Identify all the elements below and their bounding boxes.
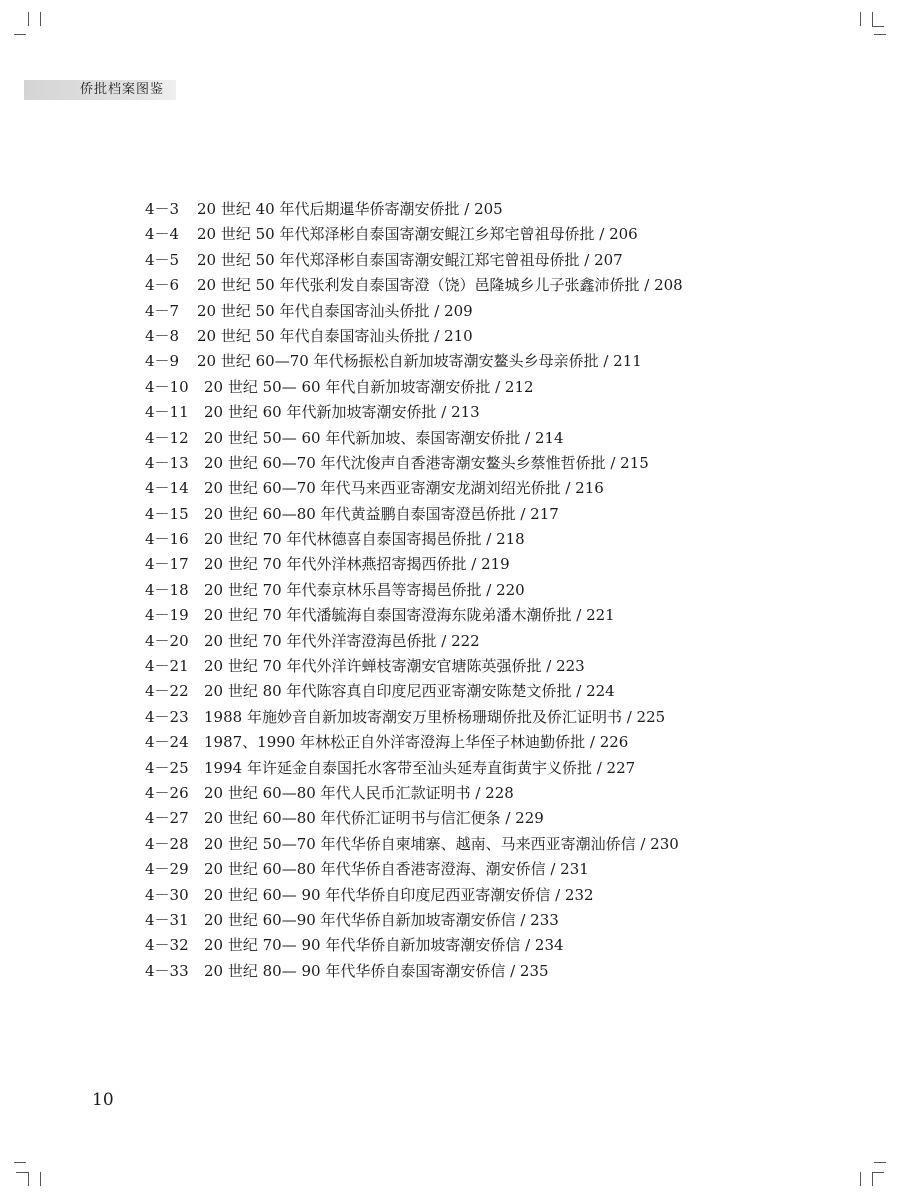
toc-entry-number: 4－19 [145, 606, 189, 625]
toc-entry-title: 1987、1990 年林松正自外洋寄澄海上华侄子林迪勤侨批 / 226 [204, 733, 629, 752]
toc-entry[interactable] [145, 883, 785, 908]
toc-entry[interactable] [145, 578, 785, 603]
toc-entry-number: 4－23 [145, 707, 189, 726]
toc-entry-number: 4－17 [145, 555, 189, 574]
toc-entry-title: 20 世纪 50 年代张利发自泰国寄澄（饶）邑隆城乡儿子张鑫沛侨批 / 208 [197, 276, 683, 295]
crop-mark-br-v2 [872, 1172, 873, 1186]
toc-entry[interactable] [145, 502, 785, 527]
toc-entry-number: 4－3 [145, 200, 180, 218]
toc-entry-title: 20 世纪 60—80 年代人民币汇款证明书 / 228 [204, 783, 514, 802]
toc-entry-title: 20 世纪 70— 90 年代华侨自新加坡寄潮安侨信 / 234 [204, 936, 564, 955]
toc-entry-number: 4－18 [145, 580, 189, 599]
toc-entry-title: 20 世纪 70 年代外洋林燕招寄揭西侨批 / 219 [204, 555, 510, 574]
toc-entry[interactable] [145, 552, 785, 577]
toc-entry[interactable] [145, 375, 785, 400]
toc-entry[interactable] [145, 476, 785, 501]
toc-entry-title: 1988 年施妙音自新加坡寄潮安万里桥杨珊瑚侨批及侨汇证明书 / 225 [204, 707, 666, 726]
toc-entry[interactable] [145, 324, 785, 349]
toc-entry-title: 20 世纪 60— 90 年代华侨自印度尼西亚寄潮安侨信 / 232 [204, 885, 594, 904]
crop-mark-br-h2 [872, 1172, 884, 1173]
toc-entry-title: 20 世纪 70 年代泰京林乐昌等寄揭邑侨批 / 220 [204, 580, 525, 599]
crop-mark-bl-h2 [16, 1172, 28, 1173]
toc-entry-number: 4－12 [145, 428, 189, 447]
toc-entry[interactable] [145, 908, 785, 933]
toc-entry-title: 20 世纪 80— 90 年代华侨自泰国寄潮安侨信 / 235 [204, 961, 549, 980]
toc-entry-number: 4－9 [145, 352, 180, 371]
toc-entry-title: 1994 年许延金自泰国托水客带至汕头延寿直街黄宇义侨批 / 227 [204, 758, 636, 777]
toc-entry[interactable] [145, 629, 785, 654]
toc-entry-number: 4－26 [145, 783, 189, 802]
toc-entry[interactable] [145, 781, 785, 806]
toc-entry-number: 4－27 [145, 809, 189, 828]
toc-entry-title: 20 世纪 50— 60 年代新加坡、泰国寄潮安侨批 / 214 [204, 428, 564, 447]
toc-entry-number: 4－25 [145, 758, 189, 777]
toc-entry-number: 4－10 [145, 377, 189, 396]
toc-entry-title: 20 世纪 70 年代外洋许蝉枝寄潮安官塘陈英强侨批 / 223 [204, 657, 585, 676]
toc-entry-number: 4－33 [145, 961, 189, 980]
toc-entry-title: 20 世纪 70 年代外洋寄澄海邑侨批 / 222 [204, 631, 480, 650]
toc-entry-number: 4－8 [145, 326, 180, 345]
toc-entry-number: 4－29 [145, 860, 189, 879]
toc-entry-number: 4－15 [145, 504, 189, 523]
toc-entry-title: 20 世纪 50— 60 年代自新加坡寄潮安侨批 / 212 [204, 377, 534, 396]
crop-mark-br-h [874, 1162, 886, 1163]
toc-entry-number: 4－22 [145, 682, 189, 701]
toc-entry[interactable] [145, 603, 785, 628]
toc-entry-number: 4－6 [145, 276, 180, 295]
toc-entry[interactable] [145, 273, 785, 298]
toc-entry-title: 20 世纪 60 年代新加坡寄潮安侨批 / 213 [204, 403, 480, 422]
toc-entry-title: 20 世纪 60—90 年代华侨自新加坡寄潮安侨信 / 233 [204, 910, 559, 929]
toc-entry[interactable] [145, 756, 785, 781]
toc-entry-number: 4－13 [145, 453, 189, 472]
crop-mark-tl-v [28, 12, 29, 26]
crop-mark-bl-h [14, 1162, 26, 1163]
toc-entry[interactable] [145, 299, 785, 324]
toc-entry-title: 20 世纪 60—80 年代侨汇证明书与信汇便条 / 229 [204, 809, 544, 828]
toc-entry[interactable] [145, 400, 785, 425]
toc-entry-number: 4－14 [145, 479, 189, 498]
crop-mark-tr-h2 [872, 26, 884, 27]
crop-mark-tr-v [860, 12, 861, 26]
toc-entry[interactable] [145, 426, 785, 451]
toc-entry[interactable] [145, 832, 785, 857]
toc-entry-number: 4－11 [145, 403, 189, 422]
toc-entry[interactable] [145, 349, 785, 374]
toc-entry-number: 4－20 [145, 631, 189, 650]
crop-mark-bl-v2 [40, 1172, 41, 1186]
toc-entry[interactable] [145, 654, 785, 679]
toc-entry-number: 4－28 [145, 834, 189, 853]
toc-entry-number: 4－21 [145, 657, 189, 676]
toc-entry-number: 4－16 [145, 530, 189, 549]
toc-entry-title: 20 世纪 60—80 年代华侨自香港寄澄海、潮安侨信 / 231 [204, 860, 589, 879]
toc-entry-title: 20 世纪 50—70 年代华侨自柬埔寨、越南、马来西亚寄潮汕侨信 / 230 [204, 834, 679, 853]
toc-entry-title: 20 世纪 50 年代自泰国寄汕头侨批 / 210 [197, 326, 473, 345]
toc-entry-number: 4－7 [145, 301, 180, 320]
toc-entry[interactable] [145, 248, 785, 273]
crop-mark-tl-h [14, 34, 26, 35]
toc-entry-title: 20 世纪 60—80 年代黄益鹏自泰国寄澄邑侨批 / 217 [204, 504, 559, 523]
toc-entry-title: 20 世纪 60—70 年代杨振松自新加坡寄潮安鳌头乡母亲侨批 / 211 [197, 352, 642, 371]
toc-entry-title: 20 世纪 70 年代林德喜自泰国寄揭邑侨批 / 218 [204, 530, 525, 549]
toc-entry[interactable] [145, 806, 785, 831]
toc-entry-number: 4－5 [145, 250, 180, 269]
toc-entry-title: 20 世纪 40 年代后期暹华侨寄潮安侨批 / 205 [197, 200, 503, 218]
toc-entry[interactable] [145, 933, 785, 958]
crop-mark-tl-v2 [40, 12, 41, 26]
crop-mark-br-v [860, 1172, 861, 1186]
toc-entry[interactable] [145, 197, 785, 222]
toc-entry-title: 20 世纪 70 年代潘毓海自泰国寄澄海东陇弟潘木潮侨批 / 221 [204, 606, 615, 625]
toc-entry[interactable] [145, 959, 785, 984]
toc-entry-number: 4－24 [145, 733, 189, 752]
toc-entry-title: 20 世纪 60—70 年代沈俊声自香港寄潮安鳌头乡蔡惟哲侨批 / 215 [204, 453, 649, 472]
toc-entry-number: 4－30 [145, 885, 189, 904]
toc-entry[interactable] [145, 679, 785, 704]
toc-entry-title: 20 世纪 60—70 年代马来西亚寄潮安龙湖刘绍光侨批 / 216 [204, 479, 604, 498]
toc-list [145, 197, 785, 984]
toc-entry[interactable] [145, 527, 785, 552]
running-header-title: 侨批档案图鉴 [80, 82, 165, 97]
toc-entry-number: 4－31 [145, 910, 189, 929]
toc-entry-title: 20 世纪 50 年代郑泽彬自泰国寄潮安鲲江乡郑宅曾祖母侨批 / 206 [197, 225, 638, 244]
page-number: 10 [92, 1090, 114, 1110]
toc-entry-title: 20 世纪 50 年代郑泽彬自泰国寄潮安鲲江郑宅曾祖母侨批 / 207 [197, 250, 623, 269]
toc-entry[interactable] [145, 857, 785, 882]
crop-mark-tr-v2 [872, 12, 873, 26]
toc-entry-title: 20 世纪 50 年代自泰国寄汕头侨批 / 209 [197, 301, 473, 320]
crop-mark-tr-h [874, 34, 886, 35]
toc-entry-number: 4－4 [145, 225, 180, 244]
toc-entry-title: 20 世纪 80 年代陈容真自印度尼西亚寄潮安陈楚文侨批 / 224 [204, 682, 615, 701]
toc-entry-number: 4－32 [145, 936, 189, 955]
crop-mark-bl-v [28, 1172, 29, 1186]
toc-entry[interactable] [145, 222, 785, 247]
toc-entry[interactable] [145, 451, 785, 476]
toc-entry[interactable] [145, 730, 785, 755]
toc-entry[interactable] [145, 705, 785, 730]
